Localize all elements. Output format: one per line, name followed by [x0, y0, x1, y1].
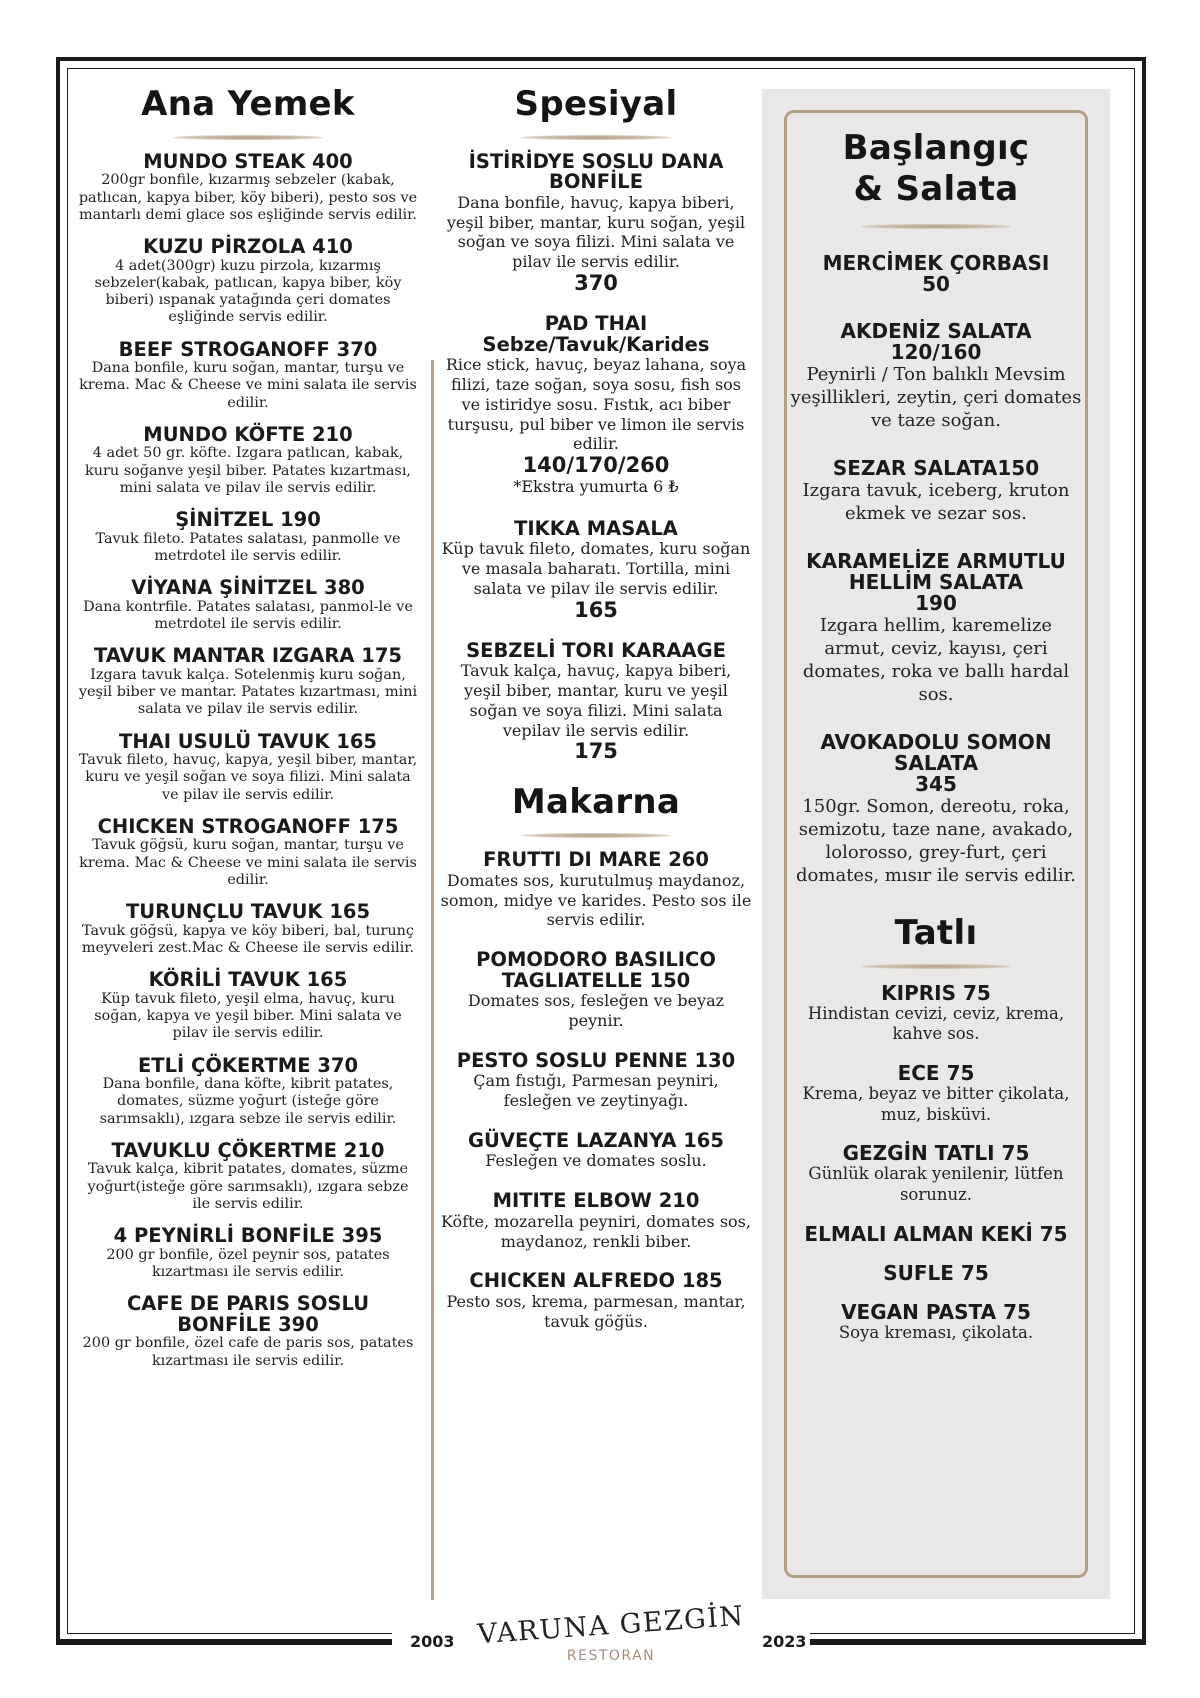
menu-item-price: 75: [1039, 1221, 1068, 1246]
menu-item-description: 200gr bonfile, kızarmış sebzeler (kabak, patlıcan, kapya biber, köy biberi), pesto sos ve mantarlı demi glace sos eşliğinde servis edilir.: [78, 172, 418, 223]
footer: [56, 1600, 1146, 1690]
menu-item-price: 370: [317, 1053, 359, 1077]
menu-item-name: ŞİNİTZEL: [175, 508, 274, 532]
menu-item-description: Soya kreması, çikolata.: [838, 1322, 1034, 1342]
menu-item-title: [440, 950, 752, 991]
year-right: 2023: [762, 1632, 807, 1651]
menu-item-price: 190: [915, 590, 957, 615]
menu-item-title: [790, 1143, 1082, 1164]
menu-item-description: Peynirli / Ton balıklı Mevsim yeşillikleri, zeytin, çeri domates ve taze soğan.: [790, 363, 1082, 431]
menu-item: [440, 850, 752, 930]
menu-item-description: Krema, beyaz ve bitter çikolata, muz, bisküvi.: [802, 1084, 1070, 1124]
footer-line-right: [810, 1639, 1146, 1644]
menu-item-price: 75: [1003, 1299, 1031, 1324]
menu-item-price: 75: [946, 1061, 975, 1086]
menu-item-price: 175: [574, 739, 618, 764]
menu-item-title: [440, 850, 752, 870]
menu-item-name: KIPRIS: [881, 980, 957, 1005]
column-divider-line: [431, 360, 434, 1600]
menu-item-description: 4 adet 50 gr. köfte. Izgara patlıcan, kabak, kuru soğanve yeşil biber. Patates kızartması, mini salata ve pilav ile servis edilir.: [84, 445, 411, 497]
menu-item-name: GEZGİN TATLI: [842, 1141, 995, 1166]
menu-item-description: Günlük olarak yenilenir, lütfen sorunuz.: [808, 1164, 1064, 1204]
menu-item-name: CHICKEN ALFREDO: [469, 1269, 676, 1293]
menu-item-name: ELMALI ALMAN KEKİ: [804, 1221, 1033, 1246]
menu-item: [440, 638, 752, 764]
menu-item: [78, 510, 418, 565]
menu-item-description: Tavuk kalça, kibrit patates, domates, süzme yoğurt(isteğe göre sarımsaklı), ızgara sebze ile servis edilir.: [87, 1161, 409, 1213]
menu-item: [78, 337, 418, 412]
menu-item-description: 200 gr bonfile, özel cafe de paris sos, patates kızartması ile servis edilir.: [82, 1335, 414, 1369]
menu-item-title: [440, 1191, 752, 1211]
menu-item-name: MITITE ELBOW: [492, 1189, 652, 1213]
menu-item-description: Hindistan cevizi, ceviz, krema, kahve sos.: [807, 1003, 1065, 1044]
menu-item: [790, 1260, 1082, 1285]
menu-item-name: SUFLE: [883, 1260, 954, 1285]
brand-subtitle: RESTORAN: [566, 1648, 656, 1664]
menu-item-price: 410: [312, 235, 353, 259]
makarna-list: [440, 850, 752, 1331]
menu-item-name: ETLİ ÇÖKERTME: [137, 1053, 311, 1077]
menu-item-description: Köfte, mozarella peyniri, domates sos, maydanoz, renkli biber.: [441, 1211, 751, 1251]
menu-item-title: [78, 646, 418, 666]
menu-item-price: 165: [329, 900, 371, 924]
menu-item: [790, 548, 1082, 706]
section-divider: [521, 135, 671, 140]
menu-item-price: 210: [311, 423, 353, 447]
section-title-baslangic: Başlangıç: [842, 128, 1030, 168]
baslangic-list: [790, 250, 1082, 887]
menu-item: [78, 970, 418, 1042]
menu-item: [78, 149, 418, 224]
menu-item-title: [78, 729, 418, 753]
menu-item-description: Tavuk göğsü, kuru soğan, mantar, turşu ve krema. Mac & Cheese ve mini salata ile servis edilir.: [79, 837, 417, 889]
menu-item-title: [790, 1260, 1082, 1285]
menu-item-name: CHICKEN STROGANOFF: [97, 815, 351, 839]
menu-item: [78, 1138, 418, 1213]
menu-item-price: 400: [312, 149, 353, 173]
menu-item-name: MUNDO STEAK: [143, 149, 306, 173]
menu-item-description: Dana bonfile, dana köfte, kibrit patates, domates, süzme yoğurt (isteğe göre sarımsaklı), ızgara sebze ile servis edilir.: [99, 1076, 397, 1127]
menu-item-price: 190: [280, 508, 321, 532]
menu-item-name: KUZU PİRZOLA: [143, 235, 306, 259]
menu-item-title: [78, 902, 418, 922]
menu-item-name: TURUNÇLU TAVUK: [125, 900, 323, 924]
menu-item-description: Tavuk fileto. Patates salatası, panmolle ve metrdotel ile servis edilir.: [95, 530, 401, 565]
menu-item-name: KÖRİLİ TAVUK: [148, 968, 300, 992]
menu-item-price: 165: [574, 597, 618, 622]
menu-item-name: POMODORO BASILICO TAGLIATELLE: [476, 948, 716, 992]
menu-item-title: [790, 1299, 1082, 1324]
menu-item-description: Rice stick, havuç, beyaz lahana, soya filizi, taze soğan, soya sosu, fish sos ve istiridye sosu. Fıstık, acı biber turşusu, pul biber ve limon ile servis edilir.: [445, 355, 747, 454]
menu-item: [790, 1221, 1082, 1246]
menu-item-description: Fesleğen ve domates soslu.: [485, 1151, 707, 1171]
menu-item-price: 75: [1001, 1141, 1030, 1166]
menu-item-title: [78, 337, 418, 361]
menu-item-price: 140/170/260: [522, 453, 670, 478]
menu-item-description: Dana bonfile, havuç, kapya biberi, yeşil biber, mantar, kuru soğan, yeşil soğan ve soya filizi. Mini salata ve pilav ile servis edilir.: [446, 192, 746, 272]
menu-item-price: 150: [649, 968, 691, 992]
menu-item-title: [78, 1053, 418, 1077]
menu-item-description: Pesto sos, krema, parmesan, mantar, tavuk göğüs.: [446, 1291, 746, 1331]
menu-item-price: 210: [658, 1189, 700, 1213]
menu-item-price: 370: [574, 271, 618, 296]
menu-item-name: VİYANA ŞİNİTZEL: [131, 576, 318, 600]
menu-item-description: Dana bonfile, kuru soğan, mantar, turşu ve krema. Mac & Cheese ve mini salata ile servis edilir.: [79, 360, 417, 411]
menu-item-price: 120/160: [890, 339, 982, 364]
menu-item: [78, 425, 418, 497]
menu-item-price: 75: [962, 980, 991, 1005]
brand-logo-text: VARUNA GEZGİN: [476, 1600, 746, 1651]
year-left: 2003: [410, 1632, 455, 1651]
menu-item-price: 390: [278, 1312, 319, 1336]
menu-item-description: Tavuk göğsü, kapya ve köy biberi, bal, turunç meyveleri zest.Mac & Cheese ile servis edilir.: [81, 922, 415, 957]
section-title-makarna: Makarna: [511, 782, 681, 823]
menu-item-description: Küp tavuk fileto, yeşil elma, havuç, kuru soğan, kapya ve yeşil biber. Mini salata ve pilav ile servis edilir.: [94, 990, 402, 1042]
menu-item: [790, 1299, 1082, 1344]
spesiyal-column: [440, 84, 752, 1351]
menu-item-name: TAVUKLU ÇÖKERTME: [111, 1138, 337, 1162]
section-divider: [861, 224, 1011, 229]
menu-item: [78, 902, 418, 957]
menu-item-price: 210: [343, 1138, 385, 1162]
menu-item: [790, 318, 1082, 432]
tatli-list: [790, 980, 1082, 1343]
menu-item: [78, 1053, 418, 1128]
menu-item-name: SEBZELİ TORI KARAAGE: [466, 638, 726, 662]
menu-item-description: Dana kontrfile. Patates salatası, panmol-le ve metrdotel ile servis edilir.: [83, 598, 413, 633]
menu-item-title: [78, 970, 418, 990]
menu-item: [78, 1226, 418, 1281]
menu-item-name: SEZAR SALATA150: [832, 455, 1040, 480]
menu-item-description: Tavuk fileto, havuç, kapya, yeşil biber, mantar, kuru ve yeşil soğan ve soya filizi. Mini salata ve pilav ile servis edilir.: [78, 752, 418, 803]
menu-item-description: Izgara hellim, karemelize armut, ceviz, kayısı, çeri domates, roka ve ballı hardal sos.: [802, 614, 1070, 705]
menu-item: [440, 1048, 752, 1111]
menu-item-name: ECE: [897, 1061, 940, 1086]
menu-item-name: TAVUK MANTAR IZGARA: [94, 644, 355, 668]
section-title-tatli: Tatlı: [894, 913, 978, 953]
menu-item-name: GÜVEÇTE LAZANYA: [468, 1128, 677, 1152]
menu-item-name: PAD THAI: [544, 312, 648, 336]
ana-yemek-list: [78, 149, 418, 1370]
menu-item-name: AVOKADOLU SOMON SALATA: [820, 729, 1052, 775]
menu-item-description: Izgara tavuk, iceberg, kruton ekmek ve sezar sos.: [802, 479, 1070, 524]
menu-item: [78, 646, 418, 718]
menu-item-description: Küp tavuk fileto, domates, kuru soğan ve masala baharatı. Tortilla, mini salata ve pilav ile servis edilir.: [441, 539, 751, 598]
menu-item-name: BEEF STROGANOFF: [118, 337, 330, 361]
menu-item: [440, 950, 752, 1031]
menu-item: [790, 729, 1082, 887]
menu-item-title: [78, 425, 418, 445]
menu-item-price: 260: [668, 848, 709, 872]
menu-item-title: [440, 1271, 752, 1291]
menu-item-description: 4 adet(300gr) kuzu pirzola, kızarmış sebzeler(kabak, patlıcan, kapya biber, köy biberi) ıspanak yatağında çeri domates eşliğinde servis edilir.: [94, 257, 402, 326]
menu-item-price: 75: [960, 1260, 989, 1285]
menu-item-name: CAFE DE PARIS SOSLU BONFİLE: [126, 1292, 370, 1336]
menu-item-title: [790, 1221, 1082, 1246]
menu-item-title: [790, 980, 1082, 1005]
menu-item-price: 370: [336, 337, 378, 361]
menu-item-title: [78, 1138, 418, 1162]
menu-item-title: [78, 578, 418, 598]
menu-item-title: [78, 1226, 418, 1246]
section-divider: [861, 964, 1011, 969]
menu-item: [790, 455, 1082, 525]
ana-yemek-column: [78, 84, 418, 1383]
section-title-ana-yemek: Ana Yemek: [141, 84, 355, 124]
menu-item-title: [78, 1294, 418, 1335]
menu-item-name: FRUTTI DI MARE: [483, 848, 662, 872]
menu-item-price: 175: [361, 644, 402, 668]
baslangic-column: [790, 128, 1082, 1361]
menu-item: [440, 149, 752, 296]
spesiyal-list: [440, 149, 752, 764]
menu-item-price: 165: [306, 968, 348, 992]
menu-item-description: Izgara tavuk kalça. Sotelenmiş kuru soğan, yeşil biber ve mantar. Patates kızartması, mini salata ve pilav ile servis edilir.: [78, 666, 418, 718]
menu-item-title: [78, 149, 418, 173]
menu-item-price: 175: [357, 815, 399, 839]
menu-item-price: 345: [915, 771, 957, 796]
menu-item: [440, 1128, 752, 1171]
menu-item-name: PESTO SOSLU PENNE: [456, 1048, 688, 1072]
menu-item-title: [440, 1128, 752, 1152]
menu-item: [440, 516, 752, 622]
section-divider: [521, 833, 671, 838]
menu-item: [790, 980, 1082, 1045]
menu-item: [78, 1294, 418, 1370]
menu-item: [790, 250, 1082, 296]
menu-item-price: 165: [336, 729, 377, 753]
menu-item-price: 395: [341, 1224, 383, 1248]
menu-item-name: MERCİMEK ÇORBASI: [822, 250, 1050, 275]
menu-item: [78, 237, 418, 327]
menu-item-title: [78, 510, 418, 530]
menu-item-description: Domates sos, fesleğen ve beyaz peynir.: [467, 991, 725, 1030]
menu-item-name: AKDENİZ SALATA: [840, 318, 1032, 343]
menu-item-description: Domates sos, kurutulmuş maydanoz, somon, midye ve karides. Pesto sos ile servis edilir.: [440, 870, 752, 930]
menu-item: [78, 817, 418, 889]
section-title-salata: & Salata: [853, 168, 1019, 209]
menu-item-note: *Ekstra yumurta 6 ₺: [513, 477, 679, 497]
menu-item-name: KARAMELİZE ARMUTLU HELLİM SALATA: [806, 548, 1066, 594]
menu-item-name: İSTİRİDYE SOSLU DANA BONFİLE: [468, 149, 724, 194]
menu-item-description: Tavuk kalça, havuç, kapya biberi, yeşil biber, mantar, kuru ve yeşil soğan ve soya filizi. Mini salata vepilav ile servis edilir.: [460, 661, 732, 740]
section-title-spesiyal: Spesiyal: [514, 84, 678, 124]
menu-item: [78, 729, 418, 804]
menu-item-price: 130: [694, 1048, 736, 1072]
menu-item-price: 50: [922, 271, 950, 296]
menu-item-description: Çam fıstığı, Parmesan peyniri, fesleğen ve zeytinyağı.: [473, 1071, 719, 1111]
menu-item-description: 150gr. Somon, dereotu, roka, semizotu, taze nane, avakado, lolorosso, grey-furt, çeri domates, mısır ile servis edilir.: [796, 795, 1076, 886]
menu-item-name: MUNDO KÖFTE: [143, 423, 306, 447]
menu-item: [790, 1143, 1082, 1205]
menu-item-price: 185: [681, 1269, 723, 1293]
menu-item-name: TIKKA MASALA: [514, 516, 678, 540]
menu-item: [440, 1191, 752, 1251]
menu-item-name: THAI USULÜ TAVUK: [119, 729, 330, 753]
menu-item-title: [790, 1063, 1082, 1084]
menu-item: [790, 1063, 1082, 1125]
menu-item-name: 4 PEYNİRLİ BONFİLE: [113, 1224, 335, 1248]
menu-item-title: [78, 817, 418, 837]
menu-item-name: VEGAN PASTA: [841, 1299, 997, 1324]
menu-item-title: [78, 237, 418, 257]
menu-item-subname: Sebze/Tavuk/Karides: [482, 332, 710, 356]
footer-line-left: [56, 1639, 392, 1644]
menu-item-price: 380: [324, 576, 365, 600]
section-divider: [173, 135, 323, 140]
menu-item: [440, 1271, 752, 1331]
menu-item: [78, 578, 418, 633]
menu-item-description: 200 gr bonfile, özel peynir sos, patates kızartması ile servis edilir.: [106, 1246, 390, 1281]
menu-item: [440, 314, 752, 499]
menu-item-price: 165: [683, 1128, 724, 1152]
menu-item-title: [440, 1048, 752, 1072]
